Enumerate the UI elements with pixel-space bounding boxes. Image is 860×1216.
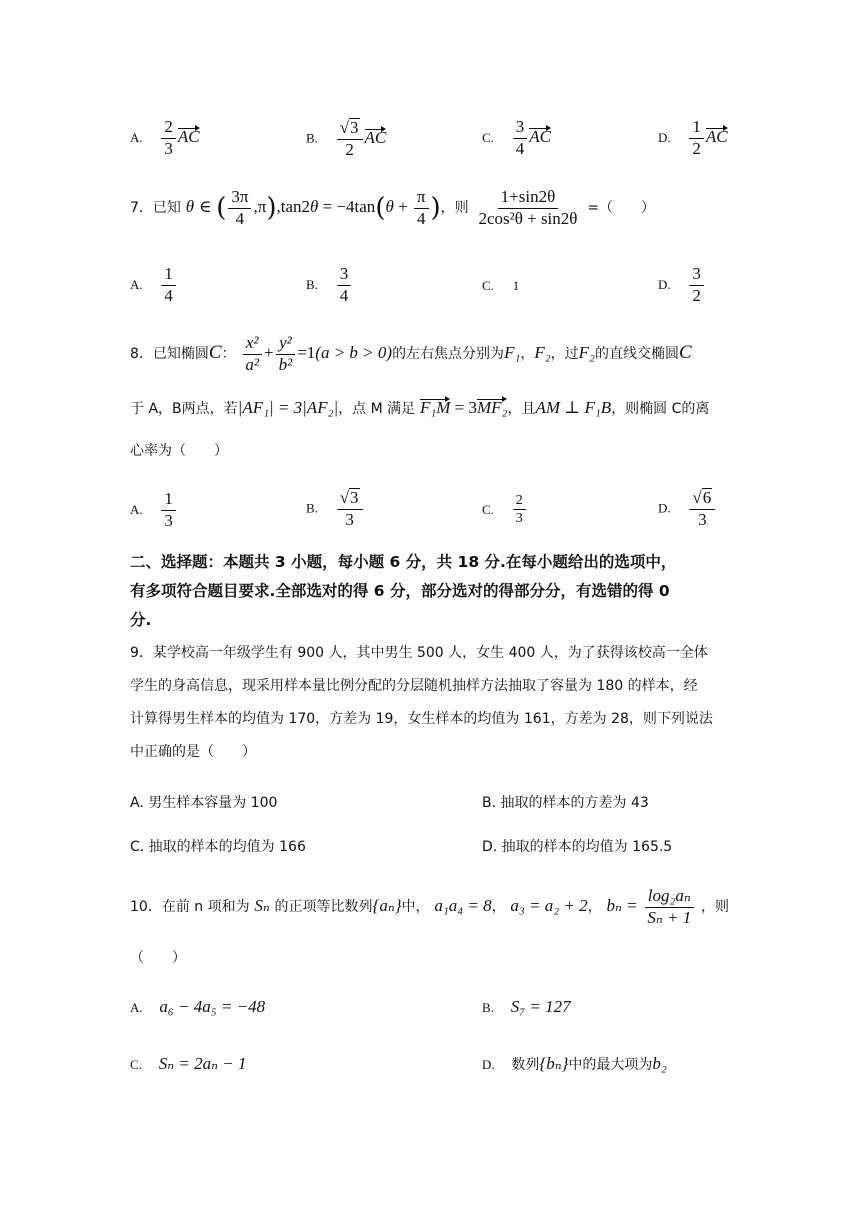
fraction: $\frac{1}{2}$ bbox=[689, 118, 704, 158]
q7-option-c[interactable]: C. 1 bbox=[482, 278, 520, 293]
fraction: $\frac{3\pi}{4}$ bbox=[228, 188, 251, 228]
fraction: $\frac{\pi}{4}$ bbox=[414, 188, 429, 228]
question-number: 7． bbox=[130, 200, 153, 217]
fraction: $\frac{\text{log₂aₙ}}{\text{Sₙ + 1}}$ bbox=[644, 887, 694, 927]
q8-option-d[interactable]: D. $\frac{√6}{3}$ bbox=[658, 488, 717, 529]
q7-stem: 7．已知 θ ∈ ( $\frac{3\pi}{4}$ ,π),tan2θ = −4tan(θ + $\frac{\pi}{4}$ )，则 $\frac{1+\sin 2\theta}{\text{2cos²θ + sin2θ}}$ =（ ） bbox=[130, 187, 655, 228]
q8-option-c[interactable]: C. $\frac{2}{3}$ bbox=[482, 493, 528, 527]
q8-option-a[interactable]: A. $\frac{1}{3}$ bbox=[130, 490, 178, 530]
q6-option-c[interactable]: C. $\frac{3}{4}$ AC bbox=[482, 117, 551, 158]
fraction: $\frac{\text{y²}}{\text{b²}}$ bbox=[276, 334, 296, 374]
q8-stem-line3: 心率为（ ） bbox=[130, 443, 228, 459]
vector-ac: AC bbox=[177, 127, 200, 147]
q10-option-a[interactable]: A. a₆ − 4a₅ = −48 bbox=[130, 997, 266, 1016]
vector-ac: AC bbox=[364, 127, 387, 147]
fraction: $\frac{3}{4}$ bbox=[513, 118, 528, 158]
q8-stem-line2: 于 A，B两点，若|AF₁| = 3|AF₂|，点 M 满足 F₁M = 3MF₂，且AM ⊥ F₁B，则椭圆 C的离 bbox=[130, 398, 710, 417]
q6-option-b[interactable]: B. $\frac{√3}{2}$ AC bbox=[306, 118, 387, 159]
fraction: $\frac{√3}{3}$ bbox=[337, 488, 363, 529]
fraction: $\frac{1}{4}$ bbox=[161, 265, 176, 305]
q10-stem-line1: 10．在前 n 项和为 Sₙ 的正项等比数列{aₙ}中， a₁a₄ = 8， a₃ = a₂ + 2， bₙ = $\frac{\text{log₂aₙ}}{\text{Sₙ + 1}}$ ，则 bbox=[130, 886, 730, 927]
q8-stem-line1: 8．已知椭圆C： $\frac{\text{x²}}{\text{a²}}$ + $\frac{\text{y²}}{\text{b²}}$ =1(a > b > 0)的左右焦点分别为F₁，F₂，过F₂的直线交椭圆C bbox=[130, 333, 692, 374]
q9-option-d[interactable]: D. 抽取的样本的均值为 165.5 bbox=[482, 839, 673, 855]
option-label: A. bbox=[130, 130, 143, 146]
fraction: $\frac{3}{2}$ bbox=[689, 265, 704, 305]
fraction: $\frac{\text{x²}}{\text{a²}}$ bbox=[242, 334, 262, 374]
q10-option-c[interactable]: C. Sₙ = 2aₙ − 1 bbox=[130, 1054, 247, 1073]
q10-stem-line2: （ ） bbox=[130, 950, 186, 966]
vector-f1m: F₁M bbox=[419, 398, 451, 417]
q7-option-b[interactable]: B. $\frac{3}{4}$ bbox=[306, 265, 353, 305]
q7-option-d[interactable]: D. $\frac{3}{2}$ bbox=[658, 265, 706, 305]
fraction: $\frac{1}{3}$ bbox=[161, 490, 176, 530]
fraction: $\frac{√3}{2}$ bbox=[337, 118, 363, 159]
q6-option-a[interactable] bbox=[130, 118, 200, 158]
q9-option-b[interactable]: B. 抽取的样本的方差为 43 bbox=[482, 795, 649, 811]
fraction: $\frac{√6}{3}$ bbox=[689, 488, 715, 529]
fraction: $\frac{1+\sin 2\theta}{\text{2cos²θ + sin2θ}}$ bbox=[478, 187, 578, 228]
section-heading: 二、选择题：本题共 3 小题，每小题 6 分，共 18 分.在每小题给出的选项中， 有多项符合题目要求.全部选对的得 6 分，部分选对的得部分分，有选错的得 0 分. bbox=[130, 553, 677, 629]
vector-ac: AC bbox=[529, 127, 551, 147]
q7-option-a[interactable]: A. $\frac{1}{4}$ bbox=[130, 265, 178, 305]
q9-option-c[interactable]: C. 抽取的样本的均值为 166 bbox=[130, 839, 306, 855]
q10-option-d[interactable]: D. 数列{bₙ}中的最大项为b₂ bbox=[482, 1054, 667, 1073]
q6-option-d[interactable]: D. $\frac{1}{2}$ AC bbox=[658, 117, 728, 158]
q8-option-b[interactable]: B. $\frac{√3}{3}$ bbox=[306, 488, 365, 529]
question-number: 8． bbox=[130, 346, 153, 363]
vector-mf2: MF₂ bbox=[477, 398, 508, 417]
q9-option-a[interactable]: A. 男生样本容量为 100 bbox=[130, 795, 278, 811]
fraction: $\frac{2}{3}$ bbox=[513, 493, 526, 527]
q10-option-b[interactable]: B. S₇ = 127 bbox=[482, 997, 571, 1016]
vector-ac: AC bbox=[705, 127, 728, 147]
q9-stem: 9．某学校高一年级学生有 900 人，其中男生 500 人，女生 400 人，为了获得该校高一全体 学生的身高信息，现采用样本量比例分配的分层随机抽样方法抽取了容量为 180 的样本，经 计算得男生样本的均值为 170，方差为 19，女生样本的均值为 161，方差为 28，则下列说法 中正确的是（ ） bbox=[130, 645, 713, 760]
fraction: $\frac{3}{4}$ bbox=[337, 265, 352, 305]
fraction: $\frac{2}{3}$ bbox=[161, 118, 176, 158]
